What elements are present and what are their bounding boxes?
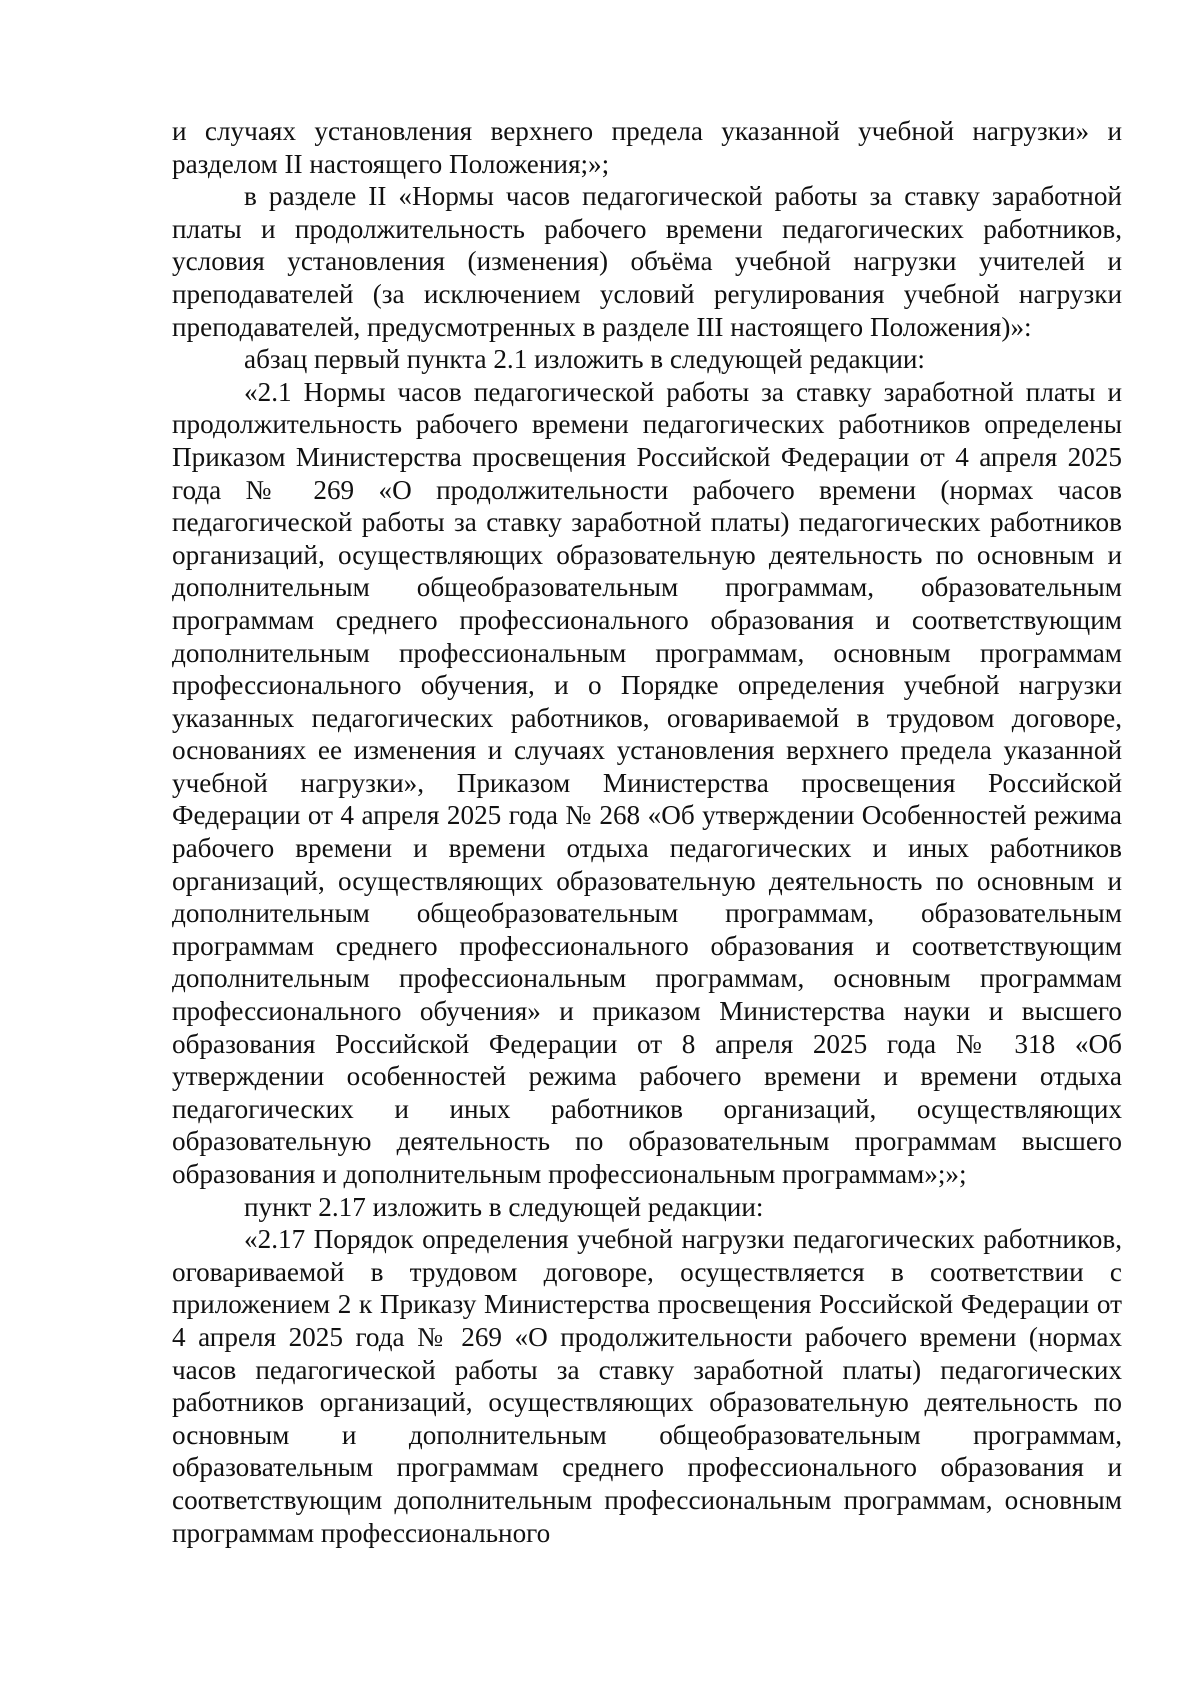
paragraph: пункт 2.17 изложить в следующей редакции: (244, 1191, 764, 1222)
paragraph: «2.17 Порядок определения учебной нагрузки педагогических работников, оговариваемой в трудовом договоре, осуществляется в соответствии с приложением 2 к Приказу Министерства просвещения Российской Федерации от 4 апреля 2025 года № 269 «О продолжительности рабочего времени (нормах часов педагогической работы за ставку заработной платы) педагогических работников организаций, осуществляющих образовательную деятельность по основным и дополнительным общеобразовательным программам, образовательным программам среднего профессионального образования и соответствующим дополнительным профессиональным программам, основным программам профессионального (172, 1224, 1122, 1548)
paragraph: «2.1 Нормы часов педагогической работы за ставку заработной платы и продолжительность рабочего времени педагогических работников определены Приказом Министерства просвещения Российской Федерации от 4 апреля 2025 года № 269 «О продолжительности рабочего времени (нормах часов педагогической работы за ставку заработной платы) педагогических работников организаций, осуществляющих образовательную деятельность по основным и дополнительным общеобразовательным программам, образовательным программам среднего профессионального образования и соответствующим дополнительным профессиональным программам, основным программам профессионального обучения, и о Порядке определения учебной нагрузки указанных педагогических работников, оговариваемой в трудовом договоре, основаниях ее изменения и случаях установления верхнего предела указанной учебной нагрузки», Приказом Министерства просвещения Российской Федерации от 4 апреля 2025 года № 268 «Об утверждении Особенностей режима рабочего времени и времени отдыха педагогических и иных работников организаций, осуществляющих образовательную деятельность по основным и дополнительным общеобразовательным программам, образовательным программам среднего профессионального образования и соответствующим дополнительным профессиональным программам, основным программам профессионального обучения» и приказом Министерства науки и высшего образования Российской Федерации от 8 апреля 2025 года № 318 «Об утверждении особенностей режима рабочего времени и времени отдыха педагогических и иных работников организаций, осуществляющих образовательную деятельность по образовательным программам высшего образования и дополнительным профессиональным программам»;»; (172, 376, 1122, 1189)
document-body (172, 115, 1122, 1549)
paragraph: в разделе II «Нормы часов педагогической работы за ставку заработной платы и продолжительность рабочего времени педагогических работников, условия установления (изменения) объёма учебной нагрузки учителей и преподавателей (за исключением условий регулирования учебной нагрузки преподавателей, предусмотренных в разделе III настоящего Положения)»: (172, 181, 1122, 342)
paragraph: абзац первый пункта 2.1 изложить в следующей редакции: (244, 344, 925, 375)
paragraph: и случаях установления верхнего предела указанной учебной нагрузки» и разделом II настоящего Положения;»; (172, 116, 1122, 179)
